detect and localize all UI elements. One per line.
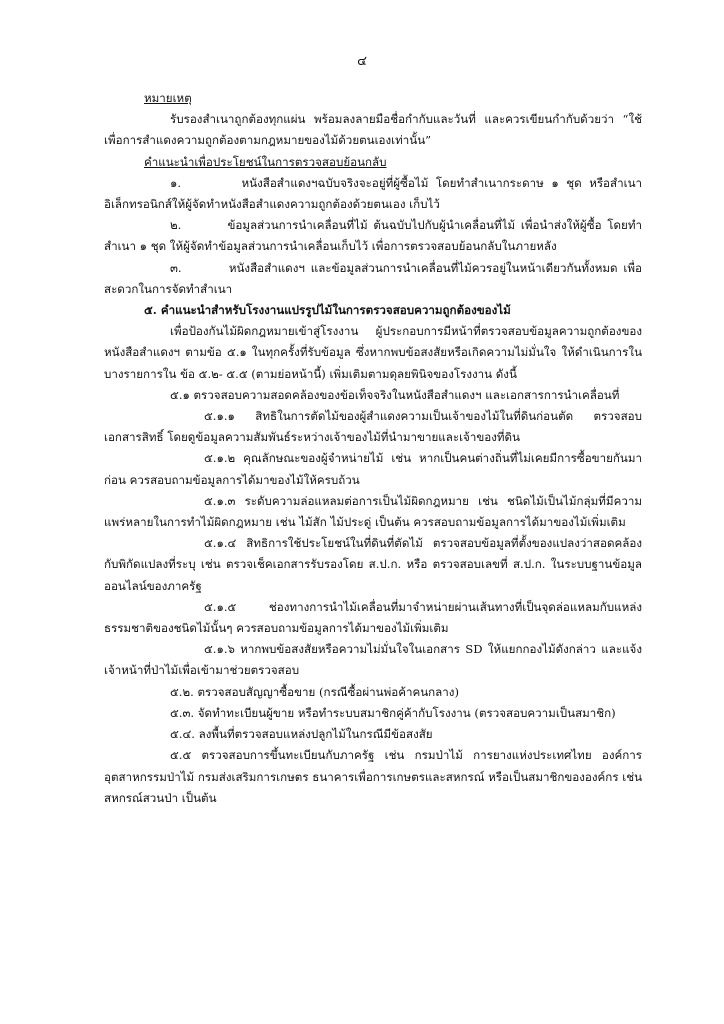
section5-heading: ๕. คำแนะนำสำหรับโรงงานแปรรูปไม้ในการตรวจสอบความถูกต้องของไม้: [144, 303, 511, 318]
section-5-1-2: ๕.๑.๒ คุณลักษณะของผู้จำหน่ายไม้ เช่น หากเป็นคนต่างถิ่นที่ไม่เคยมีการซื้อขายกันมาก่อน ควรสอบถามข้อมูลการได้มาของไม้ให้ครบถ้วน: [104, 451, 642, 487]
advice-item: ๒. ข้อมูลส่วนการนำเคลื่อนที่ไม้ ต้นฉบับไปกับผู้นำเคลื่อนที่ไม้ เพื่อนำส่งให้ผู้ซื้อ โดยทำสำเนา ๑ ชุด ให้ผู้จัดทำข้อมูลส่วนการนำเคลื่อนเก็บไว้ เพื่อการตรวจสอบย้อนกลับในภายหลัง: [104, 218, 643, 254]
advice-item: ๑. หนังสือสำแดงฯฉบับจริงจะอยู่ที่ผู้ซื้อไม้ โดยทำสำเนากระดาษ ๑ ชุด หรือสำเนาอิเล็กทรอนิกส์ให้ผู้จัดทำหนังสือสำแดงความถูกต้องด้วยตนเอง เก็บไว้: [104, 175, 643, 212]
section-5-1-1: ๕.๑.๑ สิทธิในการตัดไม้ของผู้สำแดงความเป็นเจ้าของไม้ในที่ดินก่อนตัด ตรวจสอบเอกสารสิทธิ์ โดยดูข้อมูลความสัมพันธ์ระหว่างเจ้าของไม้ที่นำมาขายและเจ้าของที่ดิน: [104, 409, 642, 445]
section-5-1-5: ๕.๑.๕ ช่องทางการนำไม้เคลื่อนที่มาจำหน่ายผ่านเส้นทางที่เป็นจุดล่อแหลมกับแหล่งธรรมชาติของชนิดไม้นั้นๆ ควรสอบถามข้อมูลการได้มาของไม้เพิ่มเติม: [104, 599, 642, 636]
advice-item: ๓. หนังสือสำแดงฯ และข้อมูลส่วนการนำเคลื่อนที่ไม้ควรอยู่ในหน้าเดียวกันทั้งหมด เพื่อสะดวกในการจัดทำสำเนา: [104, 260, 643, 296]
section-5-1: ๕.๑ ตรวจสอบความสอดคล้องของข้อเท็จจริงในหนังสือสำแดงฯ และเอกสารการนำเคลื่อนที่: [170, 387, 620, 402]
note-body: รับรองสำเนาถูกต้องทุกแผ่น พร้อมลงลายมือชื่อกำกับและวันที่ และควรเขียนกำกับด้วยว่า “ใช้เพื่อการสำแดงความถูกต้องตามกฎหมายของไม้ด้วยตนเองเท่านั้น”: [104, 112, 642, 148]
page-content: [104, 88, 642, 809]
note-heading: หมายเหตุ: [144, 91, 192, 105]
section-5-2: ๕.๒. ตรวจสอบสัญญาซื้อขาย (กรณีซื้อผ่านพ่อค้าคนกลาง): [170, 684, 459, 699]
section-5-3: ๕.๓. จัดทำทะเบียนผู้ขาย หรือทำระบบสมาชิกคู่ค้ากับโรงงาน (ตรวจสอบความเป็นสมาชิก): [170, 705, 616, 720]
section-5-1-3: ๕.๑.๓ ระดับความล่อแหลมต่อการเป็นไม้ผิดกฎหมาย เช่น ชนิดไม้เป็นไม้กลุ่มที่มีความแพร่หลายในการทำไม้ผิดกฎหมาย เช่น ไม้สัก ไม้ประดู่ เป็นต้น ควรสอบถามข้อมูลการได้มาของไม้เพิ่มเติม: [104, 493, 642, 530]
section5-intro: เพื่อป้องกันไม้ผิดกฎหมายเข้าสู่โรงงาน ผู้ประกอบการมีหน้าที่ตรวจสอบข้อมูลความถูกต้องของหนังสือสำแดงฯ ตามข้อ ๕.๑ ในทุกครั้งที่รับข้อมูล ซึ่งหากพบข้อสงสัยหรือเกิดความไม่มั่นใจ ให้ดำเนินการในบางรายการใน ข้อ ๕.๒- ๕.๕ (ตามย่อหน้านี้) เพิ่มเติมตามดุลยพินิจของโรงงาน ดังนี้: [104, 324, 642, 381]
section-5-4: ๕.๔. ลงพื้นที่ตรวจสอบแหล่งปลูกไม้ในกรณีมีข้อสงสัย: [170, 727, 433, 742]
section-5-1-6: ๕.๑.๖ หากพบข้อสงสัยหรือความไม่มั่นใจในเอกสาร SD ให้แยกกองไม้ดังกล่าว และแจ้งเจ้าหน้าที่ป่าไม้เพื่อเข้ามาช่วยตรวจสอบ: [104, 642, 642, 678]
section-5-5: ๕.๕ ตรวจสอบการขึ้นทะเบียนกับภาครัฐ เช่น กรมป่าไม้ การยางแห่งประเทศไทย องค์การอุตสาหกรรมป่าไม้ กรมส่งเสริมการเกษตร ธนาคารเพื่อการเกษตรและสหกรณ์ หรือเป็นสมาชิกขององค์กร เช่น สหกรณ์สวนป่า เป็นต้น: [104, 748, 642, 805]
page-number: ๔: [357, 54, 367, 69]
section-5-1-4: ๕.๑.๔ สิทธิการใช้ประโยชน์ในที่ดินที่ตัดไม้ ตรวจสอบข้อมูลที่ตั้งของแปลงว่าสอดคล้องกับพิกัดแปลงที่ระบุ เช่น ตรวจเช็คเอกสารรับรองโดย ส.ป.ก. หรือ ตรวจสอบเลขที่ ส.ป.ก. ในระบบฐานข้อมูลออนไลน์ของภาครัฐ: [104, 536, 642, 593]
advice-heading: คำแนะนำเพื่อประโยชน์ในการตรวจสอบย้อนกลับ: [144, 154, 387, 169]
